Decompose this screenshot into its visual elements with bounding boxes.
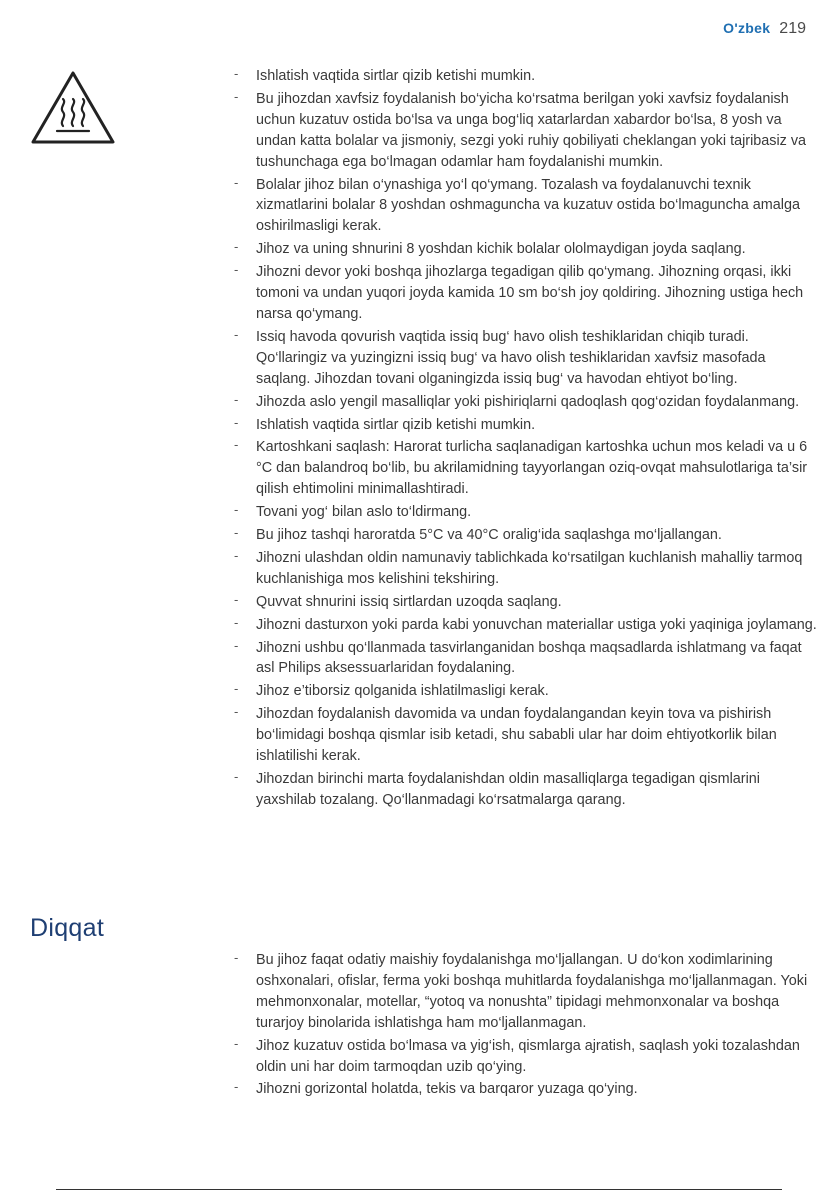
page-number: 219 [779,20,806,37]
list-item: - Ishlatish vaqtida sirtlar qizib ketishi mumkin. [232,415,817,436]
list-item: - Ishlatish vaqtida sirtlar qizib ketishi mumkin. [232,66,817,87]
hot-surface-warning-icon [30,70,116,146]
list-item: - Tovani yog‘ bilan aslo to‘ldirmang. [232,502,817,523]
list-item: - Jihozni ushbu qo‘llanmada tasvirlanganidan boshqa maqsadlarda ishlatmang va faqat asl Philips aksessuarlaridan foydalaning. [232,638,817,680]
list-item: - Bu jihozdan xavfsiz foydalanish bo‘yicha ko‘rsatma berilgan yoki xavfsiz foydalanish uchun kuzatuv ostida bo‘lsa va unga bog‘liq xatarlardan xabardor bo‘lsa, 8 yosh va undan katta bolalar va jismoniy, sezgi yoki ruhiy qobiliyati cheklangan yoki tajribasiz va tushunchaga ega bo‘lmagan odamlar ham foydalanishi mumkin. [232,89,817,173]
list-item: - Bu jihoz faqat odatiy maishiy foydalanishga mo‘ljallangan. U do‘kon xodimlarining oshxonalari, ofislar, ferma yoki boshqa muhitlarda foydalanishga mo‘ljallanmagan. Yoki mehmonxonalar, motellar, “yotoq va nonushta” tipidagi mehmonxonalar va boshqa turarjoy binolarida ishlatishga ham mo‘ljallanmagan. [232,950,817,1034]
list-item: - Jihozdan birinchi marta foydalanishdan oldin masalliqlarga tegadigan qismlarini yaxshilab tozalang. Qo‘llanmadagi ko‘rsatmalarga qarang. [232,769,817,811]
warning-list [232,66,817,813]
list-item: - Jihozni ulashdan oldin namunaviy tablichkada ko‘rsatilgan kuchlanish mahalliy tarmoq kuchlanishiga mos kelishini tekshiring. [232,548,817,590]
list-item: - Jihozda aslo yengil masalliqlar yoki pishiriqlarni qadoqlash qog‘ozidan foydalanmang. [232,392,817,413]
list-item: - Jihoz kuzatuv ostida bo‘lmasa va yig‘ish, qismlarga ajratish, saqlash yoki tozalashdan oldin uni har doim tarmoqdan uzib qo‘ying. [232,1036,817,1078]
list-item: - Bolalar jihoz bilan o‘ynashiga yo‘l qo‘ymang. Tozalash va foydalanuvchi texnik xizmatlarini bolalar 8 yoshdan oshmaguncha va kuzatuv ostida bo‘lmaguncha amalga oshirilmasligi kerak. [232,175,817,238]
caution-list [232,950,817,1102]
list-item: - Issiq havoda qovurish vaqtida issiq bug‘ havo olish teshiklaridan chiqib turadi. Qo‘llaringiz va yuzingizni issiq bug‘ va havo olish teshiklaridan xavfsiz masofada saqlang. Jihozdan tovani olganingizda issiq bug‘ va havodan ehtiyot bo‘ling. [232,327,817,390]
list-item: - Jihozdan foydalanish davomida va undan foydalangandan keyin tova va pishirish bo‘limidagi boshqa qismlar isib ketadi, shu sababli ular har doim ehtiyotkorlik bilan ishlatilishi kerak. [232,704,817,767]
language-label: O'zbek [723,20,771,36]
list-item: - Jihozni dasturxon yoki parda kabi yonuvchan materiallar ustiga yoki yaqiniga joylamang. [232,615,817,636]
list-item: - Quvvat shnurini issiq sirtlardan uzoqda saqlang. [232,592,817,613]
caution-heading: Diqqat [30,914,105,942]
list-item: - Jihoz va uning shnurini 8 yoshdan kichik bolalar ololmaydigan joyda saqlang. [232,239,817,260]
list-item: - Jihoz e’tiborsiz qolganida ishlatilmasligi kerak. [232,681,817,702]
list-item: - Bu jihoz tashqi haroratda 5°C va 40°C oralig‘ida saqlashga mo‘ljallangan. [232,525,817,546]
list-item: - Jihozni gorizontal holatda, tekis va barqaror yuzaga qo‘ying. [232,1079,817,1100]
page-header [723,20,806,38]
list-item: - Jihozni devor yoki boshqa jihozlarga tegadigan qilib qo‘ymang. Jihozning orqasi, ikki tomoni va undan yuqori joyda kamida 10 sm bo‘sh joy qoldiring. Jihozning ustiga hech narsa qo‘ymang. [232,262,817,325]
list-item: - Kartoshkani saqlash: Harorat turlicha saqlanadigan kartoshka uchun mos keladi va u 6 °C dan balandroq bo‘lib, bu akrilamidning tayyorlangan oziq-ovqat mahsulotlariga ta’sir qilish ehtimolini minimallashtiradi. [232,437,817,500]
footer-divider [56,1189,782,1190]
